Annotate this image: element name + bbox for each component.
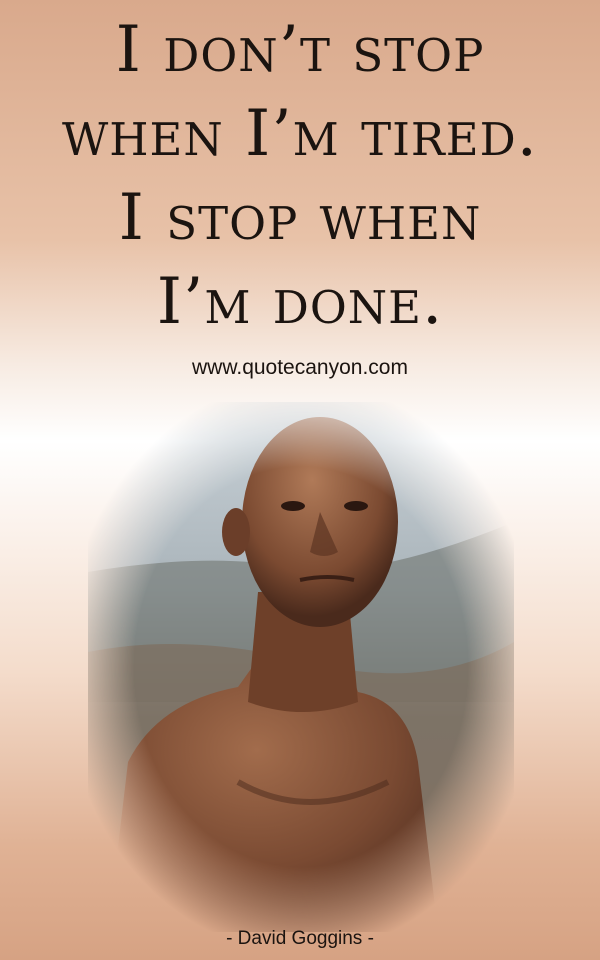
quote-line-1: I don’t stop bbox=[115, 13, 485, 87]
portrait-illustration bbox=[88, 402, 514, 932]
right-eye bbox=[344, 501, 368, 511]
quote-line-4: I’m done. bbox=[156, 265, 444, 339]
left-eye bbox=[281, 501, 305, 511]
portrait-photo bbox=[88, 402, 514, 932]
ear bbox=[222, 508, 250, 556]
quote-text bbox=[0, 8, 600, 344]
website-url: www.quotecanyon.com bbox=[192, 356, 408, 379]
author-attribution: - David Goggins - bbox=[226, 928, 374, 949]
quote-line-2: when I’m tired. bbox=[61, 97, 539, 171]
quote-line-3: I stop when bbox=[118, 181, 482, 255]
